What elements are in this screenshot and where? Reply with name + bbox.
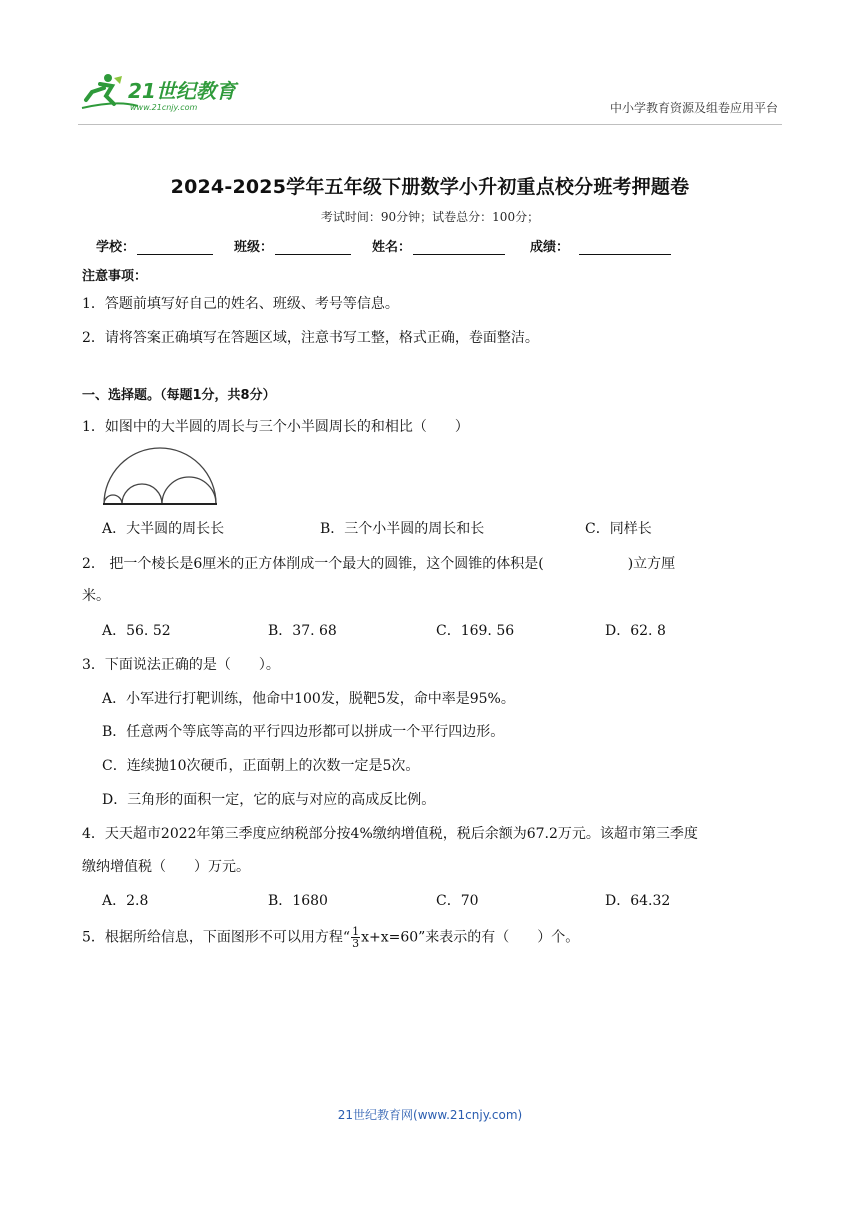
question-2-stem-cont: 米。 — [82, 588, 110, 604]
note-item: 1．答题前填写好自己的姓名、班级、考号等信息。 — [82, 296, 399, 312]
q1-option-b: B．三个小半圆的周长和长 — [320, 521, 485, 537]
q2-option-a: A．56. 52 — [102, 623, 171, 639]
runner-logo-icon — [78, 70, 248, 114]
fraction-numerator: 1 — [352, 925, 360, 938]
name-field — [372, 236, 505, 255]
exam-info: 考试时间：90分钟；试卷总分：100分； — [320, 210, 540, 224]
section-heading: 一、选择题。（每题1分，共8分） — [82, 388, 276, 403]
question-2-stem: 2． 把一个棱长是6厘米的正方体削成一个最大的圆锥，这个圆锥的体积是( )立方厘 — [82, 556, 676, 572]
name-label: 姓名： — [372, 240, 412, 255]
q2-option-c: C．169. 56 — [436, 623, 515, 639]
fraction-one-third — [351, 926, 360, 949]
class-label: 班级： — [234, 240, 274, 255]
platform-name: 中小学教育资源及组卷应用平台 — [609, 101, 778, 115]
q2-option-b: B．37. 68 — [268, 623, 337, 639]
q3-option-a: A．小军进行打靶训练，他命中100发，脱靶5发，命中率是95%。 — [102, 691, 515, 707]
score-blank[interactable] — [579, 240, 671, 255]
q5-text-after: x+x=60”来表示的有（ ）个。 — [361, 929, 580, 946]
exam-title: 2024-2025学年五年级下册数学小升初重点校分班考押题卷 — [170, 176, 690, 198]
q4-option-d: D．64.32 — [605, 893, 671, 909]
q1-option-c: C．同样长 — [585, 521, 652, 537]
q4-option-c: C．70 — [436, 893, 479, 909]
header-divider — [78, 124, 782, 125]
school-blank[interactable] — [137, 240, 213, 255]
fraction-denominator: 3 — [352, 937, 360, 950]
q3-option-d: D．三角形的面积一定，它的底与对应的高成反比例。 — [102, 792, 436, 808]
logo-url: www.21cnjy.com — [130, 103, 198, 112]
question-4-stem: 4．天天超市2022年第三季度应纳税部分按4%缴纳增值税，税后余额为67.2万元。该超市第三季度 — [82, 826, 698, 842]
question-3-stem: 3．下面说法正确的是（ ）。 — [82, 657, 280, 673]
q4-option-b: B．1680 — [268, 893, 328, 909]
name-blank[interactable] — [413, 240, 505, 255]
logo-text: 21世纪教育 — [128, 79, 236, 103]
school-field — [96, 236, 213, 255]
question-4-stem-cont: 缴纳增值税（ ）万元。 — [82, 859, 250, 875]
class-field — [234, 236, 351, 255]
q2-option-d: D．62. 8 — [605, 623, 666, 639]
note-item: 2．请将答案正确填写在答题区域，注意书写工整，格式正确，卷面整洁。 — [82, 330, 539, 346]
q5-text-before: 5．根据所给信息，下面图形不可以用方程“ — [82, 929, 351, 946]
score-label: 成绩： — [530, 240, 570, 255]
site-logo — [78, 70, 248, 114]
q4-option-a: A．2.8 — [102, 893, 149, 909]
class-blank[interactable] — [275, 240, 351, 255]
score-field — [530, 236, 671, 255]
footer-link[interactable]: 21世纪教育网(www.21cnjy.com) — [337, 1108, 523, 1122]
semicircles-figure — [100, 446, 220, 508]
question-5-stem — [82, 926, 579, 949]
school-label: 学校： — [96, 240, 136, 255]
notes-heading: 注意事项： — [82, 269, 148, 284]
q1-option-a: A．大半圆的周长长 — [102, 521, 225, 537]
q3-option-c: C．连续抛10次硬币，正面朝上的次数一定是5次。 — [102, 758, 420, 774]
question-1-stem: 1．如图中的大半圆的周长与三个小半圆周长的和相比（ ） — [82, 419, 469, 435]
semicircle-diagram — [100, 446, 220, 508]
q3-option-b: B．任意两个等底等高的平行四边形都可以拼成一个平行四边形。 — [102, 724, 505, 740]
